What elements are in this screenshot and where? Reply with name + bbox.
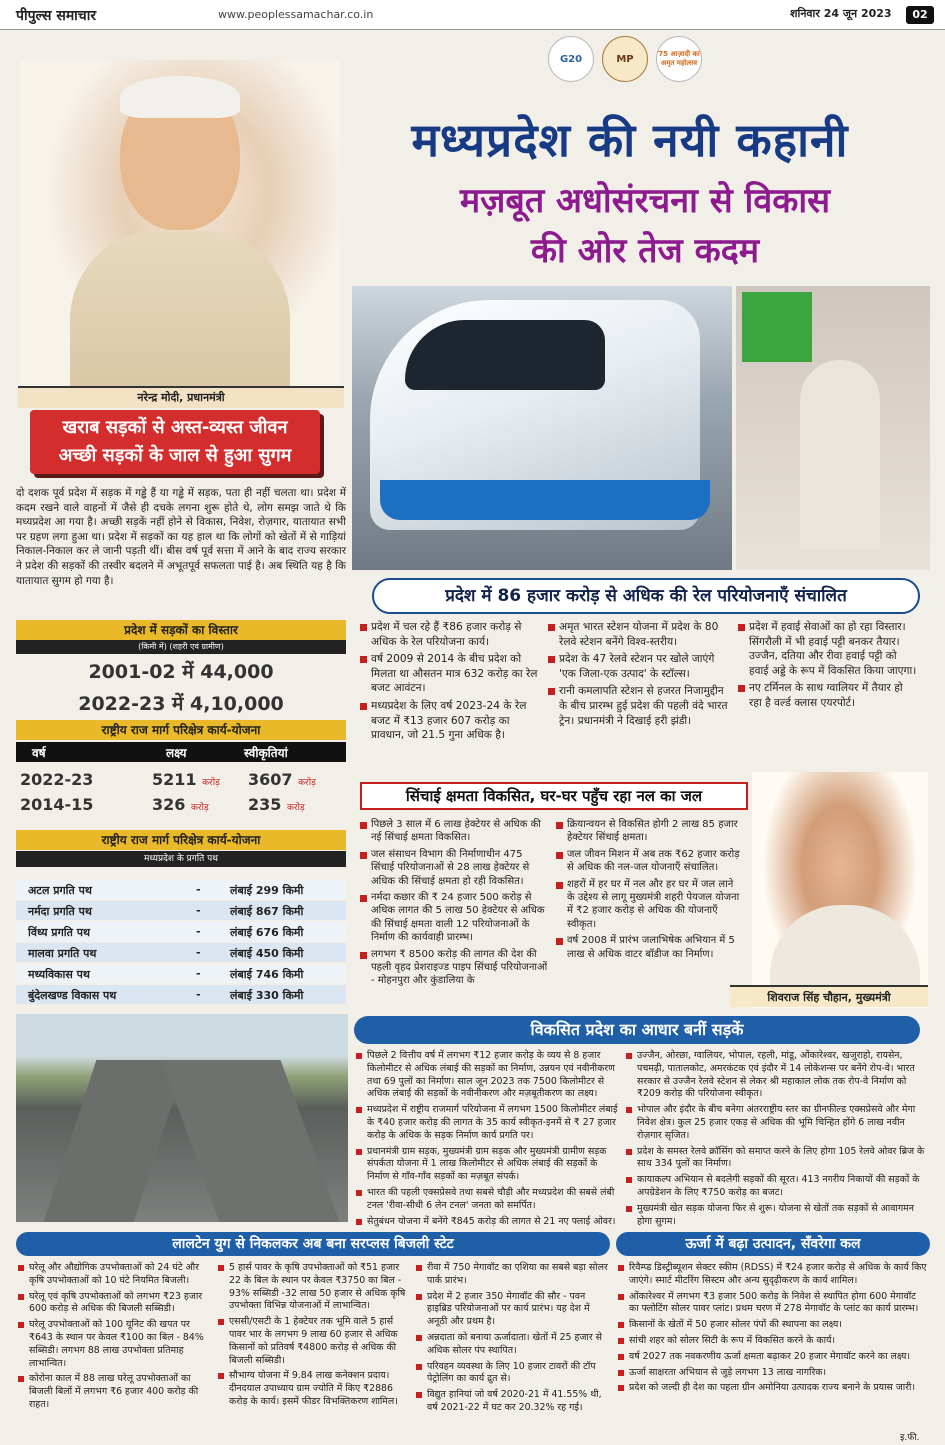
table-row: 2022-23 5211 करोड़ 3607 करोड़ (20, 770, 316, 789)
list-item: प्रदेश को जल्दी ही देश का पहला ग्रीन अमोनिया उत्पादक राज्य बनाने के प्रयास जारी। (618, 1382, 928, 1395)
roads-stat-2001: 2001-02 में 44,000 (88, 661, 274, 683)
train-windshield (405, 320, 605, 390)
col-target: लक्ष्य (166, 746, 187, 760)
issue-date: शनिवार 24 जून 2023 (790, 7, 892, 20)
masthead-bar (0, 0, 945, 30)
table-row: विंध्य प्रगति पथ - लंबाई 676 किमी (16, 922, 346, 941)
list-item: घरेलू एवं कृषि उपभोक्ताओं को लगभग ₹23 हजार 600 करोड़ से अधिक की बिजली सब्सिडी। (18, 1291, 214, 1317)
credit-text: इ.फी. (900, 1433, 920, 1443)
masthead-name: पीपुल्स समाचार (16, 8, 97, 24)
list-item: उज्जैन, ओरछा, ग्वालियर, भोपाल, रहली, मांडू, ओंकारेश्वर, खजुराहो, रायसेन, पचमढ़ी, पातालकोट, अमरकंटक एवं इंदौर में 14 लोकेशन्स पर बनेंगे रोप-वे। भारत सरकार से उज्जैन रेलवे स्टेशन से लेकर श्री महाकाल लोक तक रोप-वे निर्माण को ₹209 करोड़ की परियोजना स्वीकृत। (626, 1050, 926, 1101)
roads-column-1 (356, 1050, 622, 1231)
power-column-2 (218, 1262, 412, 1412)
list-item: मध्यप्रदेश के लिए वर्ष 2023-24 के रेल बजट में ₹13 हजार 607 करोड़ का प्रावधान, जो 21.5 गुना अधिक है। (360, 699, 538, 743)
list-item: प्रदेश के समस्त रेलवे क्रॉसिंग को समाप्त करने के लिए होगा 105 रेलवे ओवर ब्रिज के साथ 334 पुलों का निर्माण। (626, 1146, 926, 1172)
list-item: प्रधानमंत्री ग्राम सड़क, मुख्यमंत्री ग्राम सड़क और मुख्यमंत्री ग्रामीण सड़क संपर्कता योजना में 1 लाख किलोमीटर से अधिक लंबाई की सड़कों के निर्माण से गाँव-गाँव सड़कों का मज़बूत संपर्क। (356, 1146, 622, 1184)
paths-title: राष्ट्रीय राज मार्ग परिक्षेत्र कार्य-योजना (16, 830, 346, 850)
logo-strip (548, 36, 708, 82)
flag-off-person (800, 360, 880, 550)
list-item: प्रदेश के 47 रेलवे स्टेशन पर खोले जाएंगे 'एक जिला-एक उत्पाद' के स्टॉल्स। (548, 652, 728, 681)
list-item: घरेलू और औद्योगिक उपभोक्ताओं को 24 घंटे और कृषि उपभोक्ताओं को 10 घंटे नियमित बिजली। (18, 1262, 214, 1288)
list-item: मध्यप्रदेश में राष्ट्रीय राजमार्ग परियोजना में लगभग 1500 किलोमीटर लंबाई के ₹40 हजार करोड़ की लागत के 35 कार्य स्वीकृत-इनमें से ₹ 27 हजार करोड़ के अधिक के सड़क निर्माण कार्य प्रगति पर। (356, 1104, 622, 1142)
paths-subtitle: मध्यप्रदेश के प्रगति पथ (16, 851, 346, 867)
list-item: जल जीवन मिशन में अब तक ₹62 हजार करोड़ से अधिक की नल-जल योजनाएँ संचालित। (556, 848, 742, 875)
irrigation-column-2 (556, 818, 742, 964)
irrigation-heading: सिंचाई क्षमता विकसित, घर-घर पहुँच रहा नल का जल (360, 782, 748, 810)
energy-column (618, 1262, 928, 1398)
cm-caption: शिवराज सिंह चौहान, मुख्यमंत्री (730, 985, 928, 1007)
list-item: लगभग ₹ 8500 करोड़ की लागत की देश की पहली वृहद प्रेशराइज्ड पाइप सिंचाई परियोजनाओं - मोहनपुरा और कुंडालिया के (360, 948, 548, 988)
green-flag-icon (742, 292, 812, 362)
roads-callout-line2: अच्छी सड़कों के जाल से हुआ सुगम (58, 445, 292, 466)
main-headline: मध्यप्रदेश की नयी कहानी (411, 113, 849, 167)
list-item: 5 हार्स पावर के कृषि उपभोक्ताओं को ₹51 हजार 22 के बिल के स्थान पर केवल ₹3750 का बिल - 93% सब्सिडी -32 लाख 50 हजार से अधिक कृषि उपभोक्ता विभिन्न योजनाओं में लाभान्वित। (218, 1262, 412, 1313)
subheadline-1: मज़बूत अधोसंरचना से विकास (459, 181, 831, 221)
power-heading: लालटेन युग से निकलकर अब बना सरप्लस बिजली स्टेट (16, 1232, 610, 1256)
list-item: अमृत भारत स्टेशन योजना में प्रदेश के 80 रेलवे स्टेशन बनेंगे विश्व-स्तरीय। (548, 620, 728, 649)
list-item: नर्मदा कछार की ₹ 24 हजार 500 करोड़ से अधिक लागत की 5 लाख 50 हेक्टेयर से अधिक की सिंचाई क्षमता वाली 12 परियोजनाओं के निर्माण की कार्यवाही प्रारम्भ। (360, 891, 548, 945)
roads-stat-2023: 2022-23 में 4,10,000 (78, 693, 284, 715)
power-column-3 (416, 1262, 610, 1418)
list-item: भारत की पहली एक्सप्रेसवे तथा सबसे चौड़ी और मध्यप्रदेश की सबसे लंबी टनल 'रीवा-सीधी 6 लेन टनल' जनता को समर्पित। (356, 1187, 622, 1213)
table-row: 2014-15 326 करोड़ 235 करोड़ (20, 795, 305, 814)
list-item: सांची शहर को सोलर सिटी के रूप में विकसित करने के कार्य। (618, 1335, 928, 1348)
table-row: अटल प्रगति पथ - लंबाई 299 किमी (16, 880, 346, 899)
table-row: बुंदेलखण्ड विकास पथ - लंबाई 330 किमी (16, 985, 346, 1004)
roads-column-2 (626, 1050, 926, 1231)
g20-logo: G20 (548, 36, 594, 82)
roads-callout-line1: खराब सड़कों से अस्त-व्यस्त जीवन (62, 417, 288, 438)
list-item: पिछले 2 वित्तीय वर्ष में लगभग ₹12 हजार करोड़ के व्यय से 8 हजार किलोमीटर से अधिक लंबाई की सड़कों का निर्माण, उन्नयन एवं नवीनीकरण तथा 69 पुलों का निर्माण। साल जून 2023 तक 7500 किलोमीटर से अधिक लंबाई की सड़कों के नवीनीकरण और मज़बूतीकरण का लक्ष्य। (356, 1050, 622, 1101)
col-approved: स्वीकृतियां (244, 746, 288, 760)
list-item: पिछले 3 साल में 6 लाख हेक्टेयर से अधिक की नई सिंचाई क्षमता विकसित। (360, 818, 548, 845)
intro-paragraph: दो दशक पूर्व प्रदेश में सड़क में गड्ढे हैं या गड्ढे में सड़क, पता ही नहीं चलता था। प्रदेश में कदम रखने वाले वाहनों में जैसे ही दचके लगना शुरू होते थे, लोग समझ जाते थे कि मध्यप्रदेश आ गया है। अच्छी सड़कें नहीं होने से विकास, निवेश, रोज़गार, यातायात सभी पर ग्रहण लगा हुआ था। प्रदेश में सड़कों का यह हाल था कि लोगों को खेतों में से गाड़ियां निकाल-निकाल कर ले जानी पड़ती थीं। बीस वर्ष पूर्व सत्ता में आने के बाद राज्य सरकार ने प्रदेश की सड़कों की तस्वीर बदलने में अभूतपूर्व सफलता पाई है। अब स्थिति यह है कि यातायात सुगम हो गया है। (16, 487, 346, 587)
table-row: मालवा प्रगति पथ - लंबाई 450 किमी (16, 943, 346, 962)
list-item: रानी कमलापति स्टेशन से हजरत निजामुद्दीन के बीच प्रारम्भ हुई प्रदेश की पहली वंदे भारत ट्रेन। प्रधानमंत्री ने दिखाई हरी झंडी। (548, 684, 728, 728)
table-row: नर्मदा प्रगति पथ - लंबाई 867 किमी (16, 901, 346, 920)
train-stripe (380, 480, 710, 520)
col-year: वर्ष (32, 746, 46, 760)
rail-column-2 (548, 620, 728, 731)
list-item: कायाकल्प अभियान से बदलेगी सड़कों की सूरत। 413 नगरीय निकायों की सड़कों के अपग्रेडेशन के लिए ₹750 करोड़ का बजट। (626, 1174, 926, 1200)
list-item: क्रियान्वयन से विकसित होगी 2 लाख 85 हजार हेक्टेयर सिंचाई क्षमता। (556, 818, 742, 845)
list-item: प्रदेश में 2 हजार 350 मेगावॉट की सौर - पवन हाइब्रिड परियोजनाओं पर कार्य प्रारंभ। यह देश में अनूठी और प्रथम है। (416, 1291, 610, 1329)
list-item: रिवैम्प्ड डिस्ट्रीब्यूशन सेक्टर स्कीम (RDSS) में ₹24 हजार करोड़ से अधिक के कार्य किए जाएंगे। स्मार्ट मीटरिंग सिस्टम और अन्य सुदृढ़ीकरण के कार्य शामिल। (618, 1262, 928, 1288)
table-row: मध्यविकास पथ - लंबाई 746 किमी (16, 964, 346, 983)
list-item: परिवहन व्यवस्था के लिए 10 हजार टावरों की टॉप पेट्रोलिंग का कार्य द्रुत से। (416, 1361, 610, 1387)
list-item: मुख्यमंत्री खेत सड़क योजना फिर से शुरू। योजना से खेतों तक सड़कों से आवागमन होगा सुगम। (626, 1203, 926, 1229)
list-item: भोपाल और इंदौर के बीच बनेगा अंतरराष्ट्रीय स्तर का ग्रीनफील्ड एक्सप्रेसवे और मेगा निवेश क्षेत्र। कुल 25 हजार एकड़ से अधिक की भूमि चिन्हित होंगे 6 लाख नवीन रोज़गार सृजित। (626, 1104, 926, 1142)
list-item: घरेलू उपभोक्ताओं को 100 यूनिट की खपत पर ₹643 के स्थान पर केवल ₹100 का बिल - 84% सब्सिडी। लगभग 88 लाख उपभोक्ता प्रतिमाह लाभान्वित। (18, 1319, 214, 1370)
rail-heading: प्रदेश में 86 हजार करोड़ से अधिक की रेल परियोजनाएँ संचालित (372, 578, 920, 614)
energy-heading: ऊर्जा में बढ़ा उत्पादन, सँवरेगा कल (616, 1232, 930, 1256)
list-item: वर्ष 2008 में प्रारंभ जलाभिषेक अभियान में 5 लाख से अधिक वाटर बॉडीज का निर्माण। (556, 934, 742, 961)
irrigation-column-1 (360, 818, 548, 991)
list-item: कोरोना काल में 88 लाख घरेलू उपभोक्ताओं का बिजली बिलों में लगभग ₹6 हजार 400 करोड़ की राहत। (18, 1373, 214, 1411)
mp-emblem-logo: MP (602, 36, 648, 82)
list-item: प्रदेश में चल रहे हैं ₹86 हजार करोड़ से अधिक के रेल परियोजना कार्य। (360, 620, 538, 649)
list-item: नए टर्मिनल के साथ ग्वालियर में तैयार हो रहा है वर्ल्ड क्लास एयरपोर्ट। (738, 681, 918, 710)
list-item: अन्नदाता को बनाया ऊर्जादाता। खेतों में 25 हजार से अधिक सोलर पंप स्थापित। (416, 1332, 610, 1358)
list-item: किसानों के खेतों में 50 हजार सोलर पंपों की स्थापना का लक्ष्य। (618, 1319, 928, 1332)
roads-stat-sub: (किमी में) (शहरी एवं ग्रामीण) (16, 640, 346, 654)
roads-section-heading: विकसित प्रदेश का आधार बनीं सड़कें (354, 1016, 920, 1044)
rail-column-1 (360, 620, 538, 746)
pm-photo-hair (120, 76, 240, 118)
list-item: ऊर्जा साक्षरता अभियान से जुड़े लगभग 13 लाख नागरिक। (618, 1367, 928, 1380)
page-number: 02 (906, 6, 934, 24)
list-item: रीवा में 750 मेगावॉट का एशिया का सबसे बड़ा सोलर पार्क प्रारंभ। (416, 1262, 610, 1288)
list-item: वर्ष 2009 से 2014 के बीच प्रदेश को मिलता था औसतन मात्र 632 करोड़ का रेल बजट आवंटन। (360, 652, 538, 696)
roads-stat-title: प्रदेश में सड़कों का विस्तार (16, 620, 346, 640)
list-item: जल संसाधन विभाग की निर्माणाधीन 475 सिंचाई परियोजनाओं से 28 लाख हेक्टेयर से अधिक की सिंचाई क्षमता हो रही विकसित। (360, 848, 548, 888)
list-item: सेतुबंधन योजना में बनेंगे ₹845 करोड़ की लागत से 21 नए फ्लाई ओवर। (356, 1216, 622, 1229)
list-item: ओंकारेश्वर में लगभग ₹3 हजार 500 करोड़ के निवेश से स्थापित होगा 600 मेगावॉट का फ्लोटिंग सोलर पावर प्लांट। प्रथम चरण में 278 मेगावॉट के प्लांट का कार्य प्रारम्भ। (618, 1291, 928, 1317)
masthead-url[interactable]: www.peoplessamachar.co.in (218, 8, 374, 21)
nh-table-header (16, 742, 346, 762)
list-item: एससी/एसटी के 1 हेक्टेयर तक भूमि वाले 5 हार्स पावर भार के लगभग 9 लाख 60 हजार से अधिक किसानों को प्रतिवर्ष ₹4800 करोड़ से अधिक की बिजली सब्सिडी। (218, 1316, 412, 1367)
subheadline-2: की ओर तेज कदम (530, 231, 760, 271)
nh-table-title: राष्ट्रीय राज मार्ग परिक्षेत्र कार्य-योजना (16, 720, 346, 740)
pm-caption: नरेन्द्र मोदी, प्रधानमंत्री (18, 386, 344, 408)
list-item: शहरों में हर घर में नल और हर घर में जल लाने के उद्देश्य से लागू मुख्यमंत्री शहरी पेयजल योजना में ₹2 हजार करोड़ से अधिक की योजनाएँ स्वीकृत। (556, 878, 742, 932)
list-item: विद्युत हानियां जो वर्ष 2020-21 में 41.55% थी, वर्ष 2021-22 में घट कर 20.32% रह गई। (416, 1389, 610, 1415)
list-item: सौभाग्य योजना में 9.84 लाख कनेक्शन प्रदाय। दीनदयाल उपाध्याय ग्राम ज्योति में किए ₹2886 करोड़ के कार्य। इसमें फीडर विभक्तिकरण शामिल। (218, 1370, 412, 1408)
pm-photo-body (70, 230, 290, 390)
roads-callout (30, 410, 320, 474)
azadi-logo: 75 आज़ादी का अमृत महोत्सव (656, 36, 702, 82)
list-item: वर्ष 2027 तक नवकरणीय ऊर्जा क्षमता बढ़ाकर 20 हजार मेगावॉट करने का लक्ष्य। (618, 1351, 928, 1364)
rail-column-3 (738, 620, 918, 714)
list-item: प्रदेश में हवाई सेवाओं का हो रहा विस्तार। सिंगरौली में भी हवाई पट्टी बनकर तैयार। उज्जैन, दतिया और रीवा हवाई पट्टी को हवाई अड्डे के रूप में विकसित किया जाएगा। (738, 620, 918, 678)
power-column-1 (18, 1262, 214, 1415)
